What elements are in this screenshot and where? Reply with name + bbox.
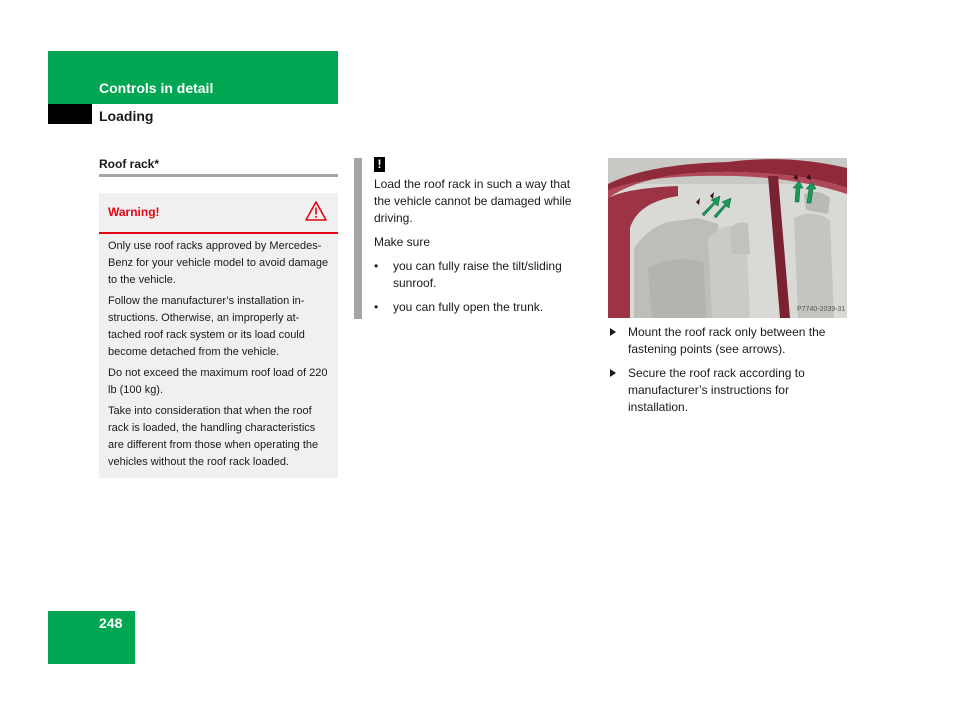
- instruction-item: [610, 365, 846, 416]
- triangle-bullet-icon: [610, 369, 616, 377]
- warning-heading: Warning!: [108, 205, 160, 219]
- warning-paragraph: Do not exceed the maximum roof load of 220 lb (100 kg).: [108, 367, 328, 396]
- warning-paragraph: Follow the manufacturer’s installation in-structions. Otherwise, an improperly at-tached roof rack system or its load could become detached from the vehicle.: [108, 295, 305, 358]
- chapter-title: Controls in detail: [99, 80, 214, 96]
- instruction-text: Secure the roof rack according to manufacturer’s instructions for installation.: [628, 366, 805, 414]
- roof-rack-mounting-illustration: [608, 158, 847, 318]
- warning-paragraph: Only use roof racks approved by Mercedes-Benz for your vehicle model to avoid damage to the vehicle.: [108, 240, 329, 286]
- bullet-icon: •: [374, 300, 379, 314]
- header-band: [48, 51, 338, 104]
- bullet-icon: •: [374, 259, 379, 273]
- heading-rule: [99, 174, 338, 177]
- roof-rack-heading: Roof rack*: [99, 157, 160, 171]
- note-body: [374, 176, 588, 323]
- note-bullet-list: [374, 258, 588, 316]
- note-make-sure: Make sure: [374, 235, 431, 249]
- instruction-item: [610, 324, 846, 358]
- warning-triangle-icon: [305, 201, 327, 221]
- figure-code: P7740-2039-31: [797, 306, 846, 313]
- warning-rule: [99, 232, 338, 234]
- section-tab-marker: [48, 104, 92, 124]
- warning-body: [108, 238, 330, 475]
- instruction-text: Mount the roof rack only between the fastening points (see arrows).: [628, 325, 826, 356]
- section-subtitle: Loading: [99, 108, 154, 124]
- list-item-text: you can fully raise the tilt/sliding sunroof.: [393, 259, 562, 290]
- list-item-text: you can fully open the trunk.: [393, 300, 544, 314]
- note-side-bar: [354, 158, 362, 319]
- note-exclamation-icon: !: [374, 157, 385, 172]
- triangle-bullet-icon: [610, 328, 616, 336]
- warning-box: [99, 193, 338, 478]
- page-number: 248: [99, 615, 123, 631]
- list-item: [374, 299, 588, 316]
- warning-paragraph: Take into consideration that when the roof rack is loaded, the handling characteristics are different from those when operating the vehicles without the roof rack loaded.: [108, 405, 319, 468]
- note-intro: Load the roof rack in such a way that the vehicle cannot be damaged while driving.: [374, 177, 572, 225]
- list-item: [374, 258, 588, 292]
- instruction-list: [610, 324, 846, 423]
